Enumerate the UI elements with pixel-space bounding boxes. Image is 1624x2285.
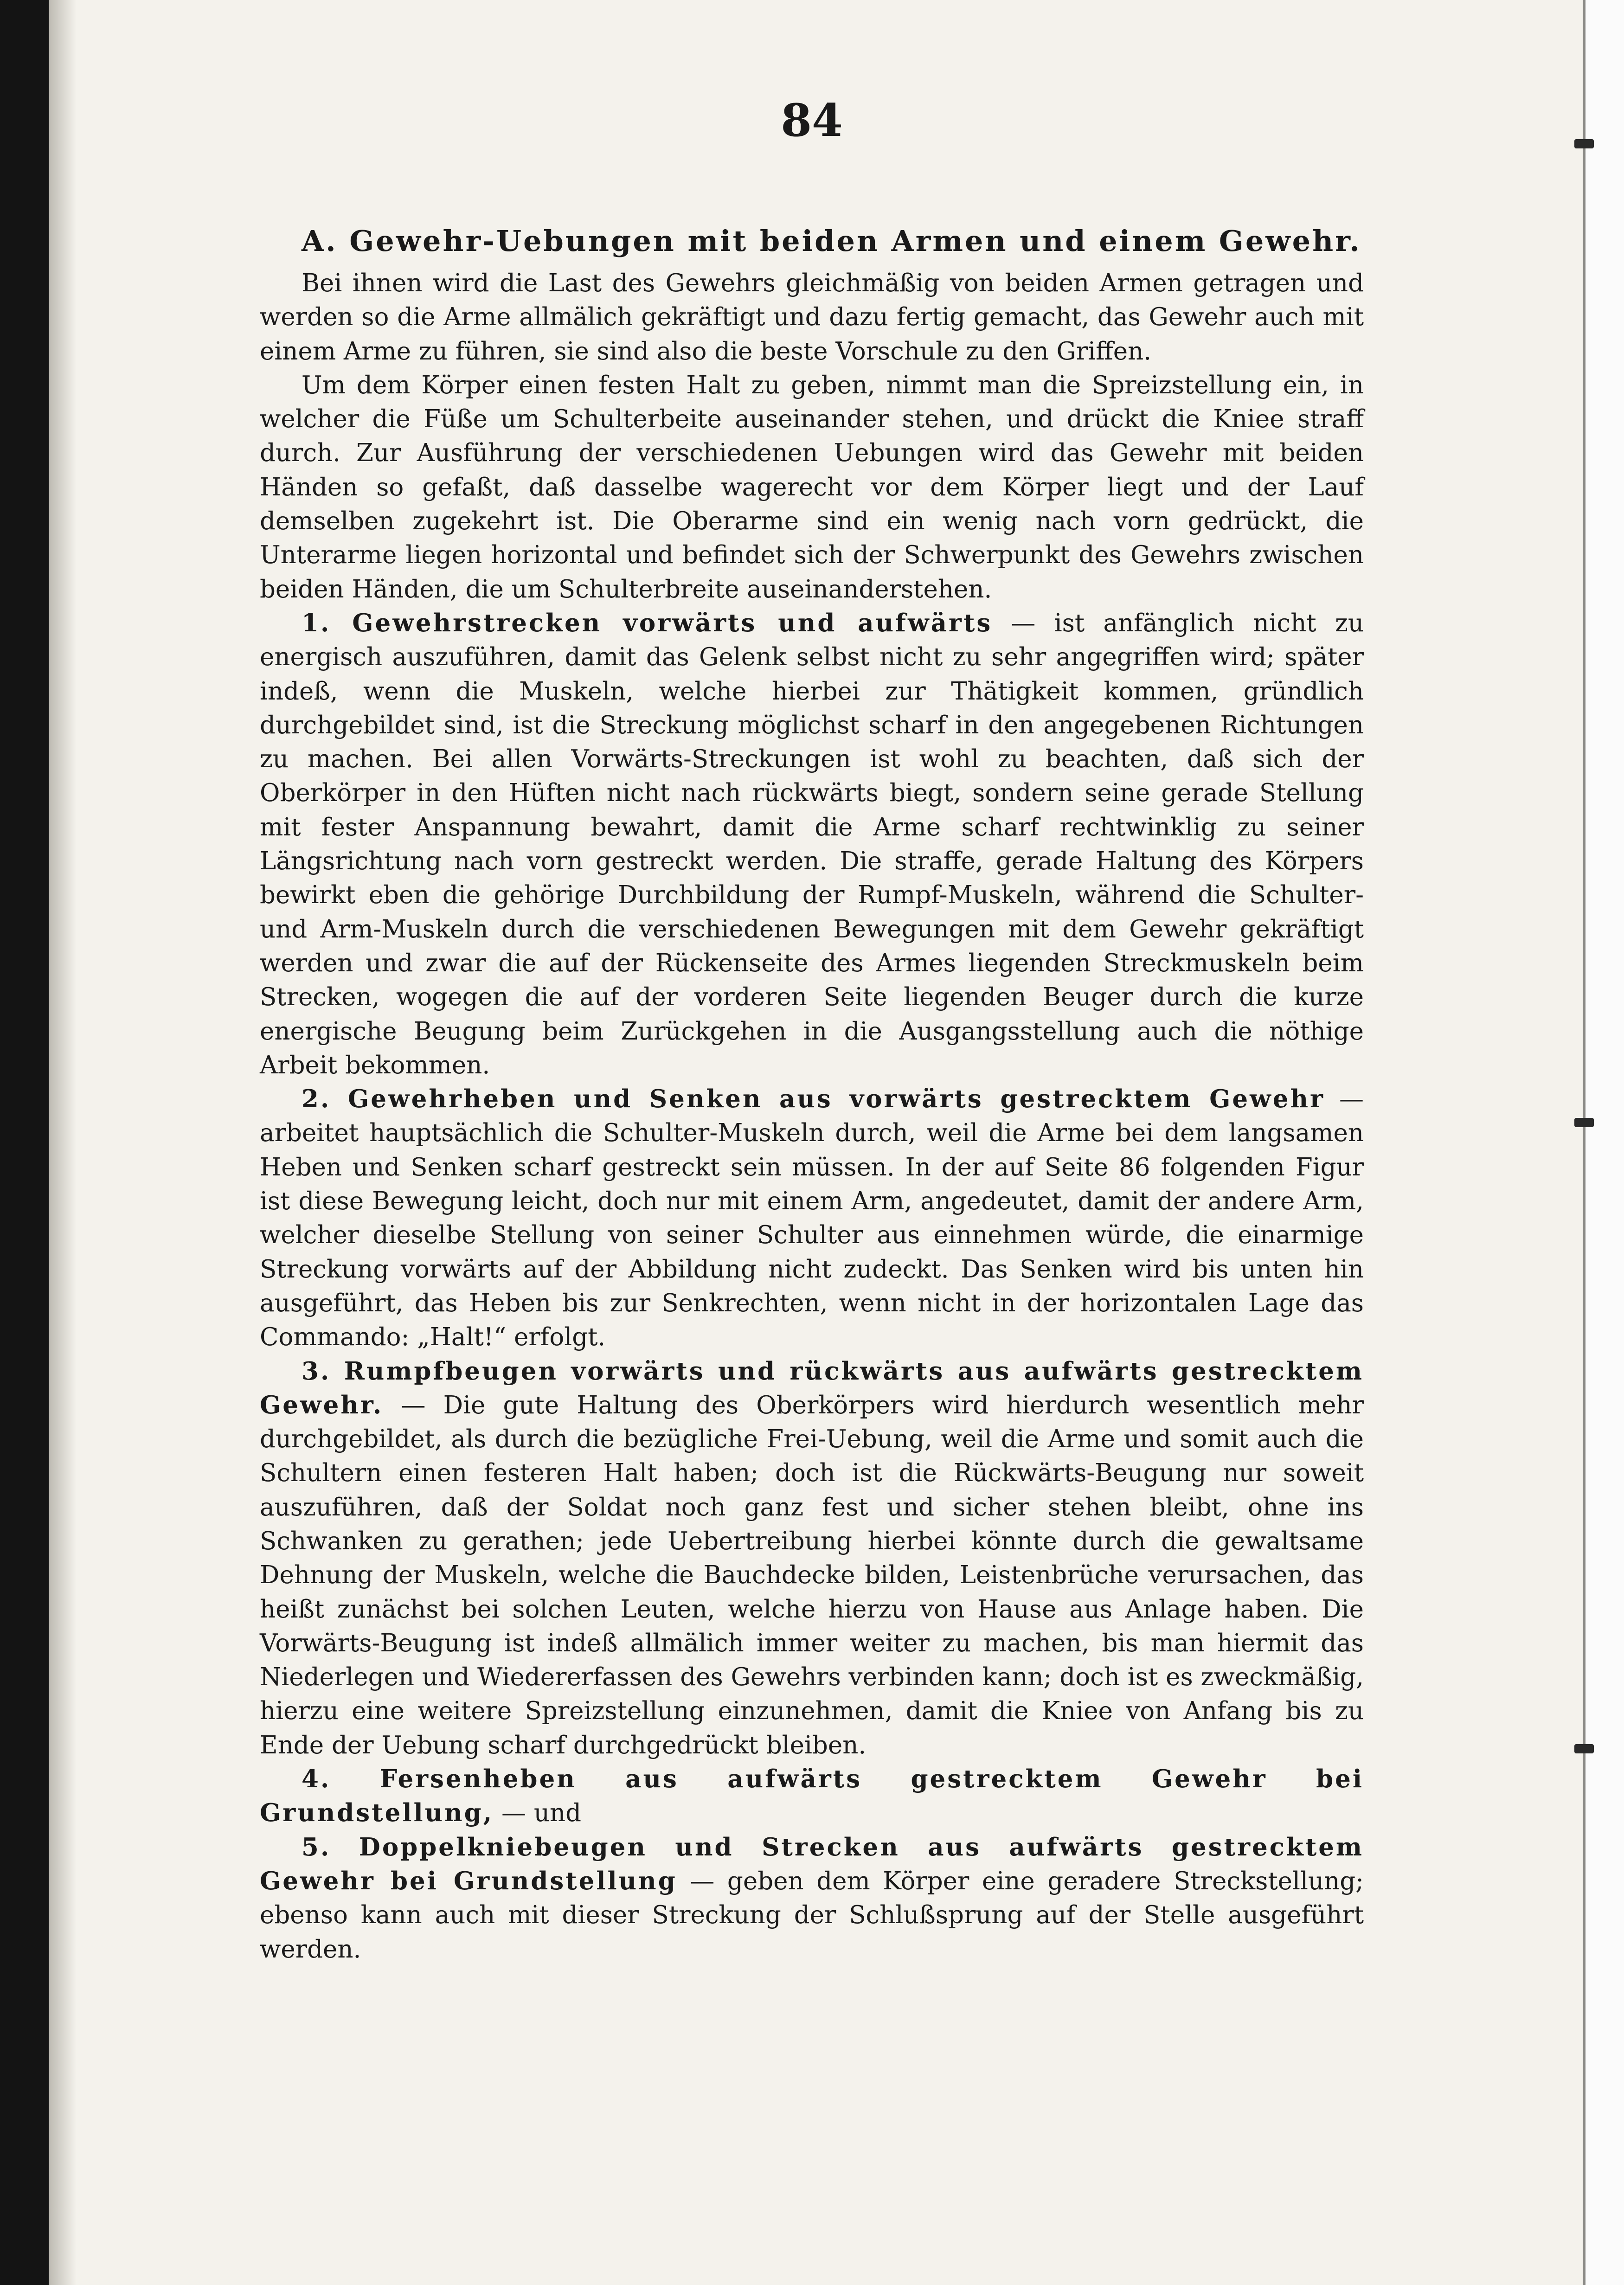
exercise-item-5 <box>260 1830 1364 1966</box>
paragraph-text: Bei ihnen wird die Last des Gewehrs gleichmäßig von beiden Armen getragen und werden so die Arme allmälich gekräftigt und dazu fertig gemacht, das Gewehr auch mit einem Arme zu führen, sie sind also die beste Vorschule zu den Griffen. <box>260 269 1364 366</box>
book-page <box>260 93 1364 1966</box>
scan-margin <box>1585 0 1624 2285</box>
exercise-title: 5. Doppelkniebeugen und Strecken aus aufwärts gestrecktem Gewehr bei Grundstellung <box>260 1832 1364 1895</box>
book-spine-shadow <box>0 0 49 2285</box>
gutter-shadow <box>49 0 77 2285</box>
exercise-title: 1. Gewehrstrecken vorwärts und aufwärts <box>302 608 993 637</box>
paragraph <box>260 368 1364 606</box>
section-heading: A. Gewehr-Uebungen mit beiden Armen und einem Gewehr. <box>302 224 1361 258</box>
exercise-item-2 <box>260 1082 1364 1354</box>
exercise-text: — arbeitet hauptsächlich die Schulter-Muskeln durch, weil die Arme bei dem langsamen Heben und Senken scharf gestreckt sein müssen. In der auf Seite 86 folgenden Figur ist diese Bewegung leicht, doch nur mit einem Arm, angedeutet, damit der andere Arm, welcher dieselbe Stellung von seiner Schulter aus einnehmen würde, die einarmige Streckung vorwärts auf der Abbildung nicht zudeckt. Das Senken wird bis unten hin ausgeführt, das Heben bis zur Senkrechten, wenn nicht in der horizontalen Lage das Commando: „Halt!“ erfolgt. <box>260 1085 1364 1352</box>
exercise-title: 4. Fersenheben aus aufwärts gestrecktem Gewehr bei Grundstellung, <box>260 1765 1364 1828</box>
exercise-item-4 <box>260 1762 1364 1830</box>
exercise-item-1 <box>260 606 1364 1082</box>
exercise-text: — ist anfänglich nicht zu energisch auszuführen, damit das Gelenk selbst nicht zu sehr angegriffen wird; später indeß, wenn die Muskeln, welche hierbei zur Thätigkeit kommen, gründlich durchgebildet sind, ist die Streckung möglichst scharf in den angegebenen Richtungen zu machen. Bei allen Vorwärts-Streckungen ist wohl zu beachten, daß sich der Oberkörper in den Hüften nicht nach rückwärts biegt, sondern seine gerade Stellung mit fester Anspannung bewahrt, damit die Arme scharf rechtwinklig zu seiner Längsrichtung nach vorn gestreckt werden. Die straffe, gerade Haltung des Körpers bewirkt eben die gehörige Durchbildung der Rumpf-Muskeln, während die Schulter- und Arm-Muskeln durch die verschiedenen Bewegungen mit dem Gewehr gekräftigt werden und zwar die auf der Rückenseite des Armes liegenden Streckmuskeln beim Strecken, wogegen die auf der vorderen Seite liegenden Beuger durch die kurze energische Beugung beim Zurückgehen in die Ausgangsstellung auch die nöthige Arbeit bekommen. <box>260 609 1364 1079</box>
page-edge-mark <box>1574 139 1594 148</box>
page-edge-mark <box>1574 1744 1594 1753</box>
exercise-item-3 <box>260 1354 1364 1763</box>
page-edge-mark <box>1574 1118 1594 1127</box>
exercise-text: — und <box>494 1799 582 1828</box>
exercise-text: — Die gute Haltung des Oberkörpers wird hierdurch wesentlich mehr durchgebildet, als durch die bezügliche Frei-Uebung, weil die Arme und somit auch die Schultern einen festeren Halt haben; doch ist die Rückwärts-Beugung nur soweit auszuführen, daß der Soldat noch ganz fest und sicher stehen bleibt, ohne ins Schwanken zu gerathen; jede Uebertreibung hierbei könnte durch die gewaltsame Dehnung der Muskeln, welche die Bauchdecke bilden, Leistenbrüche verursachen, das heißt zunächst bei solchen Leuten, welche hierzu von Hause aus Anlage haben. Die Vorwärts-Beugung ist indeß allmälich immer weiter zu machen, bis man hiermit das Niederlegen und Wiedererfassen des Gewehrs verbinden kann; doch ist es zweckmäßig, hierzu eine weitere Spreizstellung einzunehmen, damit die Kniee von Anfang bis zu Ende der Uebung scharf durchgedrückt bleiben. <box>260 1391 1364 1759</box>
exercise-text: — geben dem Körper eine geradere Streckstellung; ebenso kann auch mit dieser Streckung der Schlußsprung auf der Stelle ausgeführt werden. <box>260 1867 1364 1964</box>
paragraph <box>260 266 1364 368</box>
exercise-title: 3. Rumpfbeugen vorwärts und rückwärts aus aufwärts gestrecktem Gewehr. <box>260 1356 1364 1419</box>
page-number: 84 <box>781 94 843 147</box>
exercise-title: 2. Gewehrheben und Senken aus vorwärts gestrecktem Gewehr <box>302 1085 1325 1114</box>
paragraph-text: Um dem Körper einen festen Halt zu geben, nimmt man die Spreizstellung ein, in welcher die Füße um Schulterbeite auseinander stehen, und drückt die Kniee straff durch. Zur Ausführung der verschiedenen Uebungen wird das Gewehr mit beiden Händen so gefaßt, daß dasselbe wagerecht vor dem Körper liegt und der Lauf demselben zugekehrt ist. Die Oberarme sind ein wenig nach vorn gedrückt, die Unterarme liegen horizontal und befindet sich der Schwerpunkt des Gewehrs zwischen beiden Händen, die um Schulterbreite auseinanderstehen. <box>260 371 1364 603</box>
